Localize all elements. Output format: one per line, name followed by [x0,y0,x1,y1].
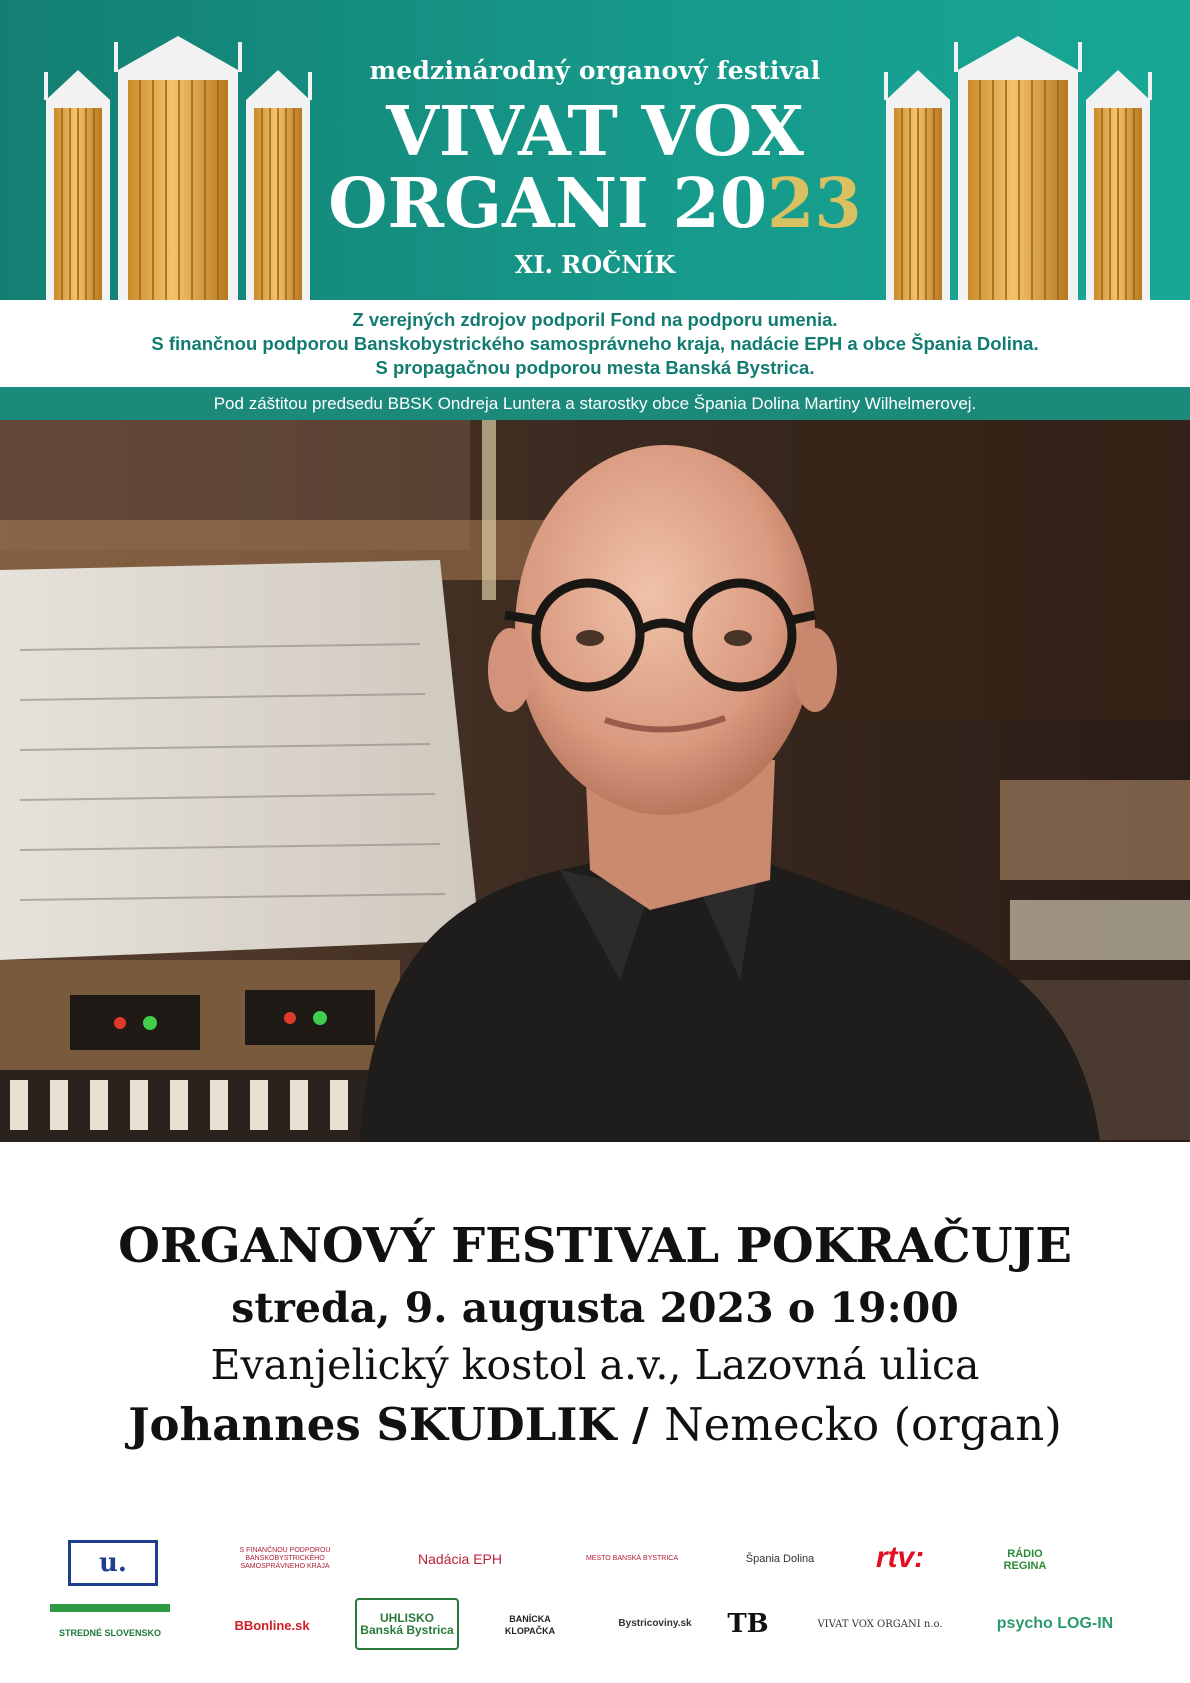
logo-nadacia-eph: Nadácia EPH [417,1551,503,1567]
patronage-banner: Pod záštitou predsedu BBSK Ondreja Luntera a starostky obce Špania Dolina Martiny Wilhelmerovej. [0,387,1190,420]
logo-bbonline: BBonline.sk [234,1618,310,1633]
event-venue: Evanjelický kostol a.v., Lazovná ulica [210,1341,980,1389]
logo-vivat-vox-organi: VIVAT VOX ORGANI n.o. [817,1619,943,1630]
festival-title-year-accent: 23 [767,164,862,244]
logo-tb: TB [727,1609,769,1639]
logo-banicka-klopacka: BANÍCKA KLOPAČKA [504,1614,556,1636]
artist-separator: / [616,1398,665,1451]
festival-title-year-prefix: ORGANI 20 [328,164,768,244]
artist-detail: Nemecko (organ) [664,1398,1062,1451]
logo-psycho-login: psycho LOG-IN [996,1615,1114,1632]
festival-subtitle: medzinárodný organový festival [369,56,821,85]
announcement-title: ORGANOVÝ FESTIVAL POKRAČUJE [118,1218,1072,1274]
logo-stredne-slovensko: STREDNÉ SLOVENSKO [50,1604,170,1654]
partner-logos [0,1530,1190,1670]
logo-bbsk: S FINANČNOU PODPOROU BANSKOBYSTRICKÉHO SAMOSPRÁVNEHO KRAJA [239,1547,331,1570]
festival-title-line1: VIVAT VOX [386,92,804,172]
support-statement [0,308,1190,380]
organist-photo [0,420,1190,1142]
event-artist [0,1398,1190,1451]
logo-mesto-bb: MESTO BANSKÁ BYSTRICA [585,1555,679,1562]
festival-edition: XI. ROČNÍK [514,250,676,279]
support-line-3: S propagačnou podporou mesta Banská Bystrica. [375,357,815,378]
festival-header [0,0,1190,300]
logo-bystricoviny: Bystricoviny.sk [618,1618,692,1629]
festival-title-line2 [0,164,1190,244]
support-line-2: S finančnou podporou Banskobystrického samosprávneho kraja, nadácie EPH a obce Špania Dolina. [151,333,1039,354]
logo-radio-regina: RÁDIO REGINA [1003,1548,1047,1572]
logo-spania-dolina: Špania Dolina [745,1553,815,1565]
logo-rtv: rtv: [875,1541,925,1574]
event-date: streda, 9. augusta 2023 o 19:00 [231,1284,959,1332]
logo-uhlisko: UHLISKO Banská Bystrica [355,1598,459,1650]
logo-fpu: u. [68,1540,158,1586]
artist-name: Johannes SKUDLIK [128,1398,617,1451]
support-line-1: Z verejných zdrojov podporil Fond na podporu umenia. [352,309,838,330]
